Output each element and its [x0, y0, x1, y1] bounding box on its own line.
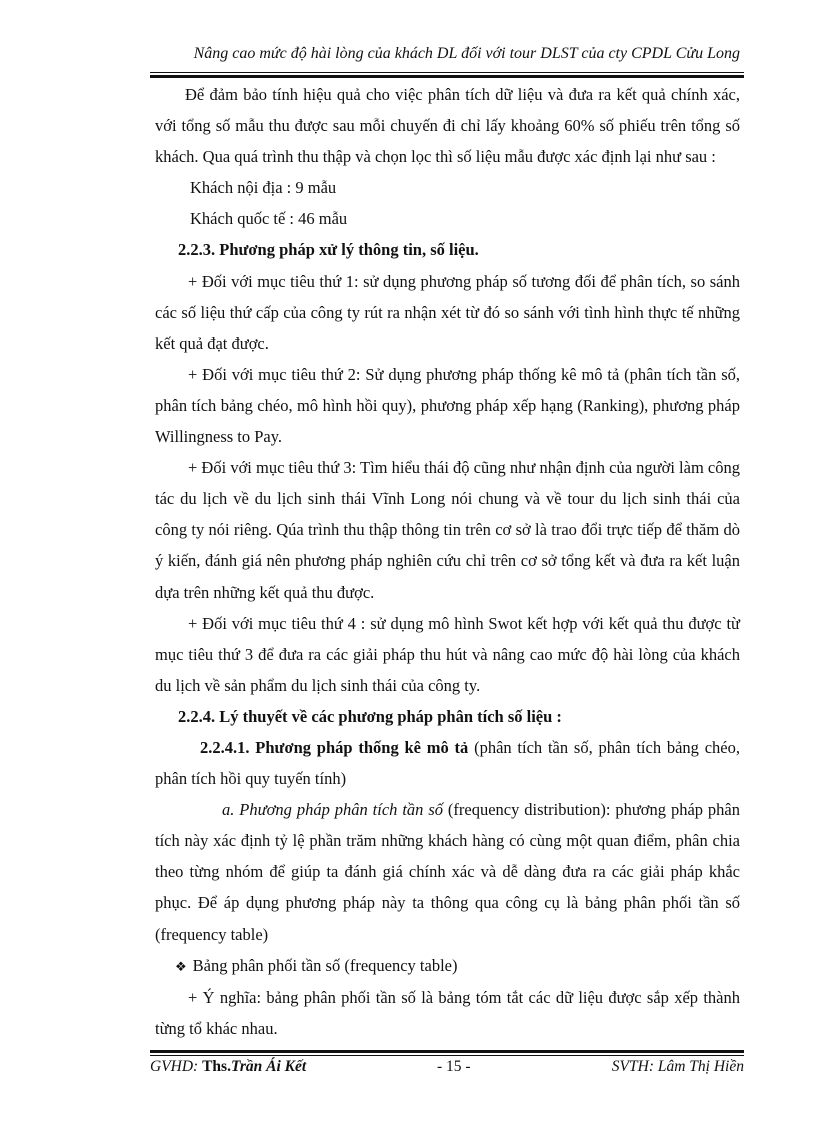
header-rule-thick [150, 75, 744, 78]
bullet-frequency-table-text: Bảng phân phối tần số (frequency table) [192, 955, 458, 975]
paragraph-frequency [155, 794, 740, 949]
frequency-method-description: (frequency distribution): phương pháp phân tích này xác định tỷ lệ phần trăm những khách hàng có cùng một quan điểm, phân chia theo từng nhóm để giúp ta đánh giá chính xác và dễ dàng đưa ra các giải pháp khắc phục. Để áp dụng phương pháp này ta thông qua công cụ là bảng phân phối tần số (frequency table) [155, 800, 741, 944]
line-foreign-sample: Khách quốc tế : 46 mẫu [190, 209, 348, 229]
footer-advisor-name: Trần Ái Kết [230, 1058, 307, 1075]
footer-rule-thick [150, 1050, 744, 1053]
footer-student: SVTH: Lâm Thị Hiền [611, 1058, 744, 1075]
paragraph-meaning: + Ý nghĩa: bảng phân phối tần số là bảng tóm tắt các dữ liệu được sắp xếp thành từng tổ khác nhau. [155, 987, 740, 1038]
footer-advisor [150, 1058, 306, 1076]
heading-2-2-4: 2.2.4. Lý thuyết về các phương pháp phân tích số liệu : [178, 706, 562, 726]
footer-advisor-title: Ths. [202, 1058, 231, 1075]
paragraph-sample-size: Để đảm bảo tính hiệu quả cho việc phân tích dữ liệu và đưa ra kết quả chính xác, với tổng số mẫu thu được sau mỗi chuyến đi chỉ lấy khoảng 60% số phiếu trên tổng số khách. Qua quá trình thu thập và chọn lọc thì số liệu mẫu được xác định lại như sau : [155, 85, 740, 167]
frequency-method-term: a. Phương pháp phân tích tần số [222, 800, 443, 820]
paragraph-objective-2: + Đối với mục tiêu thứ 2: Sử dụng phương pháp thống kê mô tả (phân tích tần số, phân tích bảng chéo, mô hình hồi quy), phương pháp xếp hạng (Ranking), phương pháp Willingness to Pay. [155, 364, 740, 447]
diamond-bullet-icon: ❖ [175, 958, 187, 974]
heading-2-2-3: 2.2.3. Phương pháp xử lý thông tin, số liệu. [178, 240, 479, 260]
paragraph-2-2-4-1 [155, 732, 740, 794]
page-body [155, 79, 740, 1044]
paragraph-objective-1: + Đối với mục tiêu thứ 1: sử dụng phương pháp số tương đối để phân tích, so sánh các số liệu thứ cấp của công ty rút ra nhận xét từ đó so sánh với tình hình thực tế những kết quả đạt được. [155, 271, 740, 353]
footer-advisor-label: GVHD: [150, 1058, 203, 1075]
heading-2-2-4-1-detail: (phân tích tần số, phân tích bảng chéo, phân tích hồi quy tuyến tính) [155, 737, 740, 789]
header-rule-thin [150, 72, 744, 73]
paragraph-objective-3: + Đối với mục tiêu thứ 3: Tìm hiểu thái độ cũng như nhận định của người làm công tác du lịch về du lịch sinh thái Vĩnh Long nói chung và về tour du lịch sinh thái của công ty nói riêng. Qúa trình thu thập thông tin trên cơ sở là trao đổi trực tiếp để thăm dò ý kiến, đánh giá nên phương pháp nghiên cứu chỉ trên cơ sở tổng kết và đưa ra kết luận dựa trên những kết quả thu được. [155, 458, 740, 602]
footer-rule-thin [150, 1055, 744, 1056]
page-footer [150, 1058, 744, 1078]
paragraph-objective-4: + Đối với mục tiêu thứ 4 : sử dụng mô hình Swot kết hợp với kết quả thu được từ mục tiêu thứ 3 để đưa ra các giải pháp thu hút và nâng cao mức độ hài lòng của khách du lịch về sản phẩm du lịch sinh thái của công ty. [155, 613, 740, 695]
footer-page-number: - 15 - [437, 1058, 471, 1075]
bullet-frequency-table [155, 950, 740, 982]
heading-2-2-4-1: 2.2.4.1. Phương pháp thống kê mô tả [200, 737, 469, 757]
page-header: Nâng cao mức độ hài lòng của khách DL đối với tour DLST của cty CPDL Cửu Long [193, 45, 740, 62]
line-domestic-sample: Khách nội địa : 9 mẫu [190, 178, 337, 198]
